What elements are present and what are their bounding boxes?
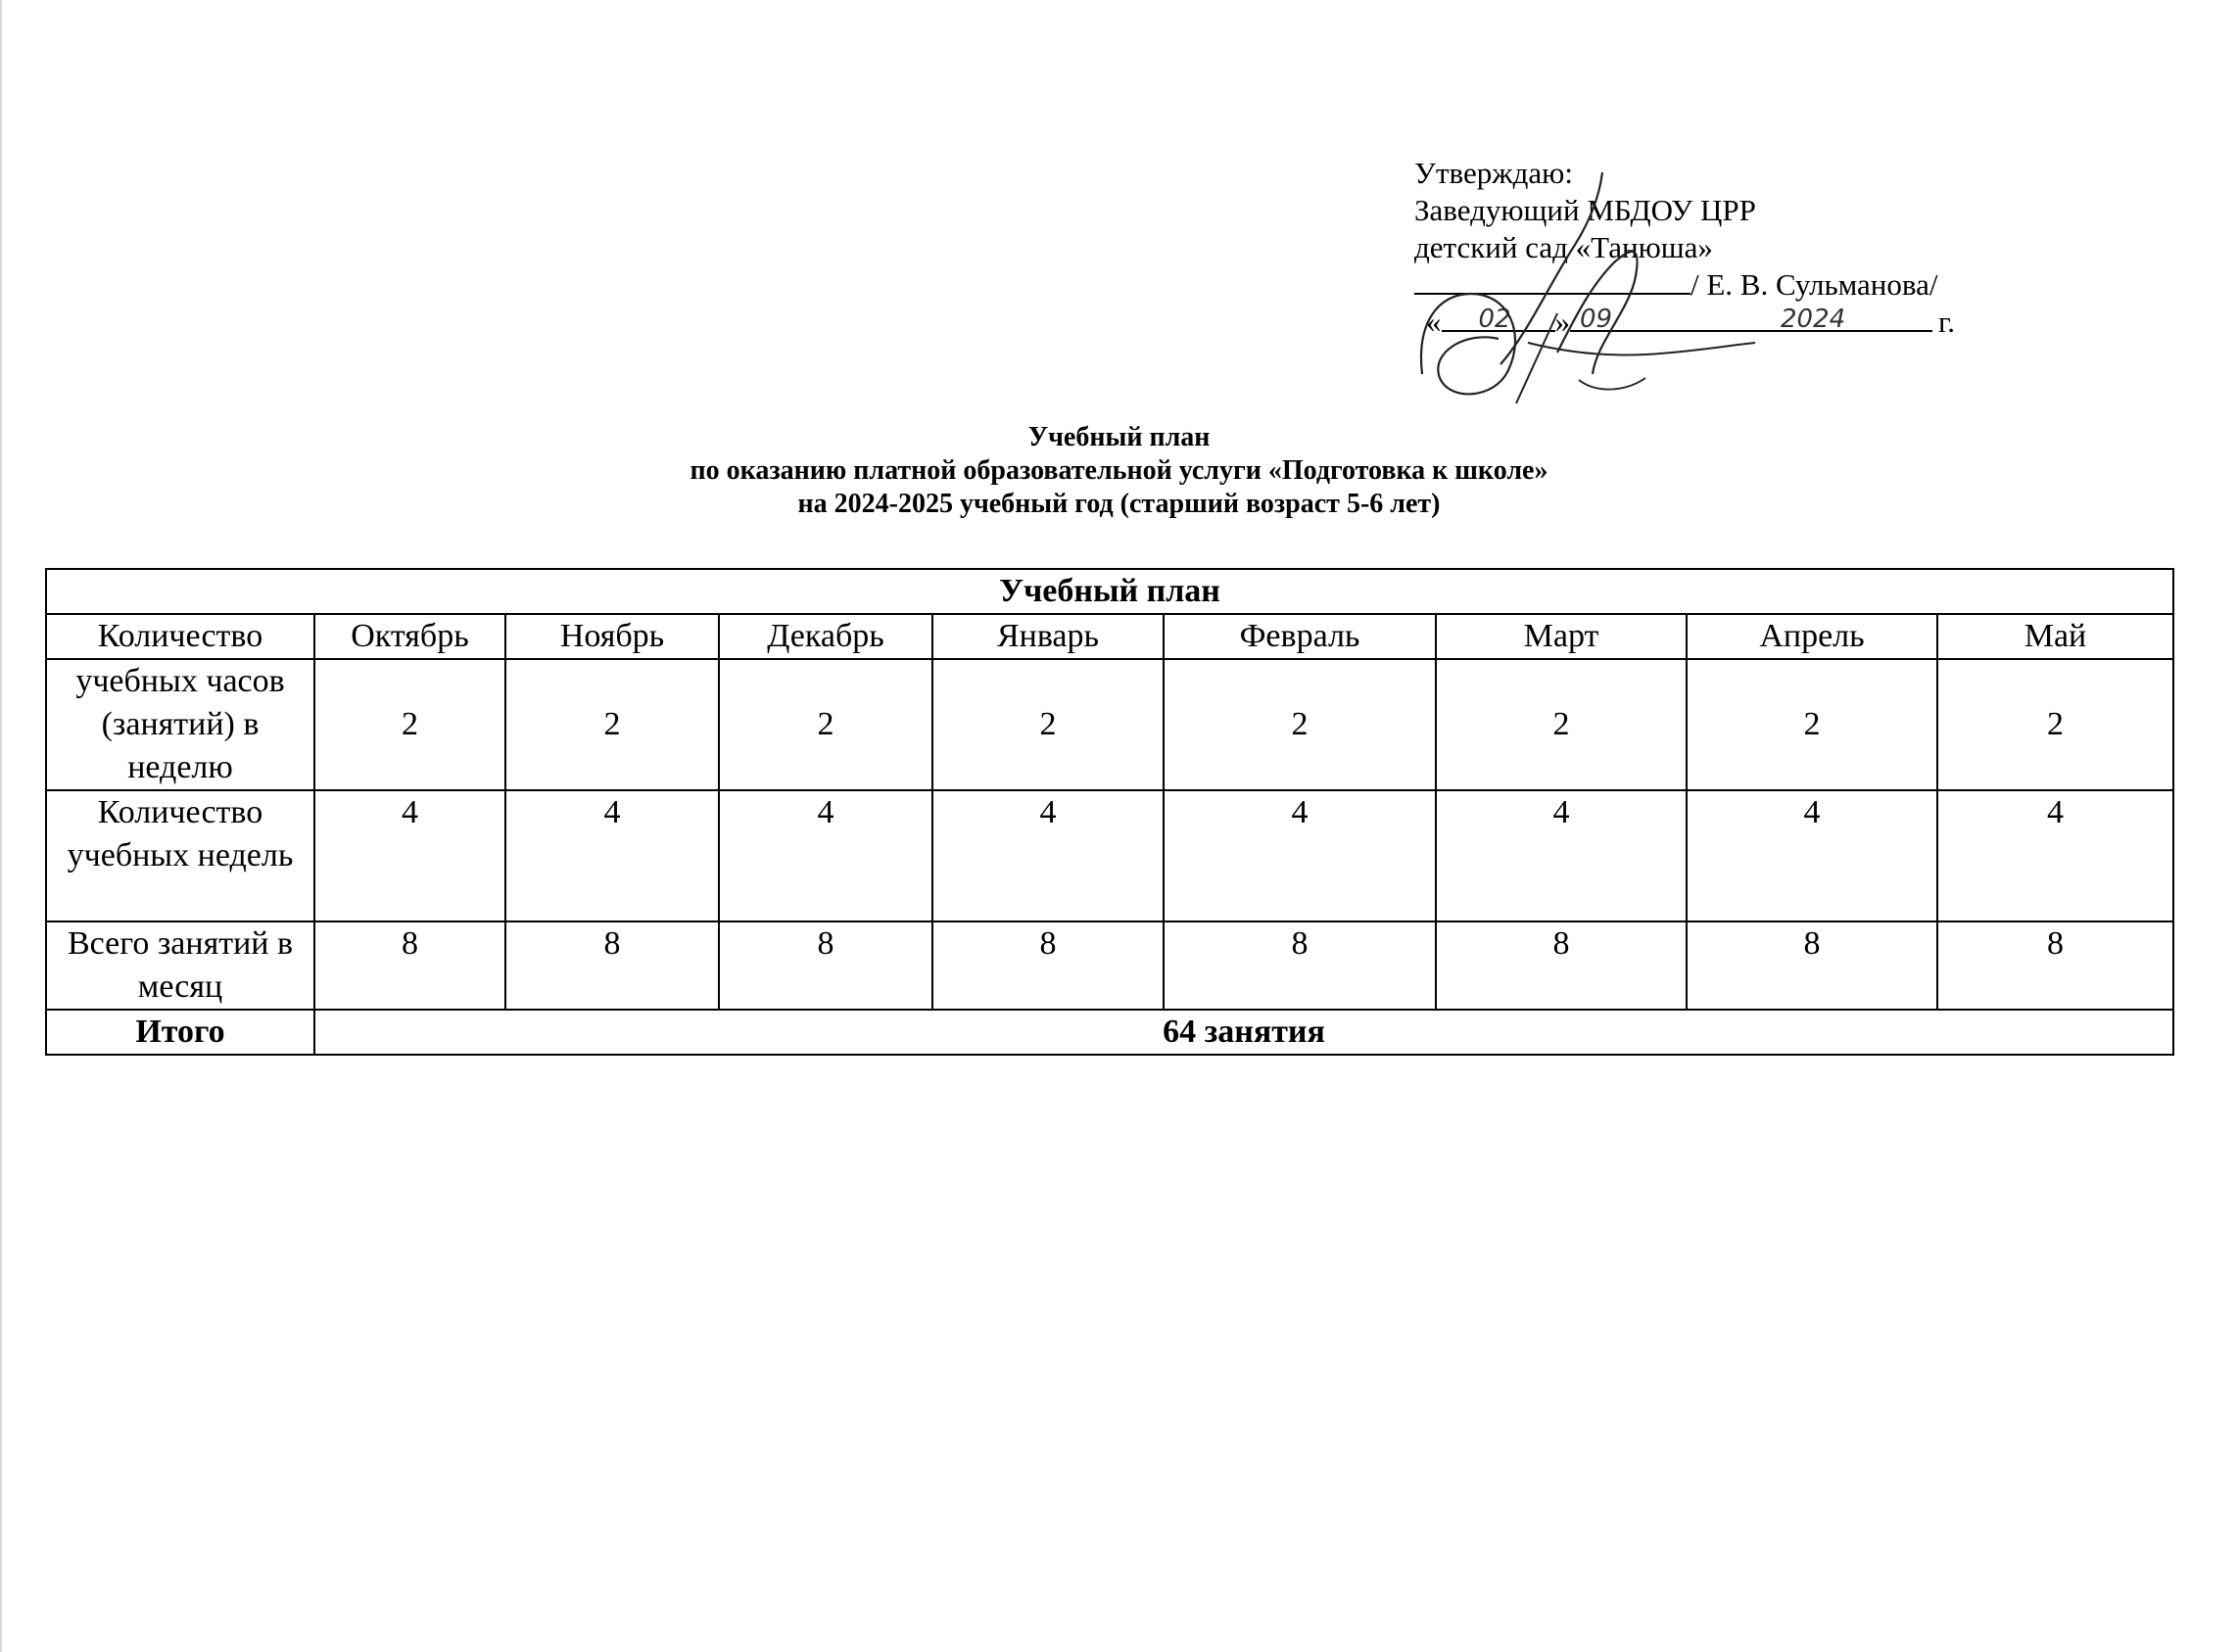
cell-value: 2 [1687,659,1937,790]
cell-value: 2 [1164,659,1436,790]
row-label: учебных часов (занятий) в неделю [46,659,314,790]
cell-value: 8 [505,921,719,1010]
month-header: Ноябрь [505,614,719,659]
header-label-cell: Количество [46,614,314,659]
month-header: Январь [932,614,1164,659]
cell-value: 8 [1436,921,1687,1010]
month-header: Декабрь [719,614,932,659]
approval-signature-line [1414,266,2002,304]
approval-signatory: / Е. В. Сульманова/ [1690,267,1938,302]
cell-value: 8 [932,921,1164,1010]
date-year: 2024 [1781,305,1846,334]
cell-value: 4 [719,790,932,921]
table-header-row [46,614,2173,659]
date-month-year-blank [1570,305,1932,332]
document-heading [0,421,2238,521]
cell-value: 4 [314,790,505,921]
cell-value: 4 [932,790,1164,921]
cell-value: 4 [505,790,719,921]
approval-position: Заведующий МБДОУ ЦРР [1414,193,1756,227]
cell-value: 2 [1937,659,2173,790]
heading-period: на 2024-2025 учебный год (старший возраст 5-6 лет) [797,489,1441,519]
cell-value: 4 [1436,790,1687,921]
cell-value: 8 [1164,921,1436,1010]
date-suffix: г. [1938,305,1955,339]
approval-title: Утверждаю: [1414,156,1573,190]
month-header: Февраль [1164,614,1436,659]
cell-value: 4 [1937,790,2173,921]
month-header: Октябрь [314,614,505,659]
total-value: 64 занятия [314,1010,2173,1055]
cell-value: 8 [1937,921,2173,1010]
table-row [46,921,2173,1010]
cell-value: 8 [719,921,932,1010]
date-day: 02 [1478,305,1511,334]
cell-value: 2 [719,659,932,790]
cell-value: 2 [1436,659,1687,790]
cell-value: 4 [1164,790,1436,921]
date-day-blank [1442,305,1555,332]
curriculum-table [45,568,2174,1056]
cell-value: 4 [1687,790,1937,921]
table-title-row [46,569,2173,614]
date-close-quote: » [1554,305,1570,339]
heading-title: Учебный план [1027,422,1211,452]
cell-value: 8 [1687,921,1937,1010]
approval-block [1414,155,2002,341]
cell-value: 2 [314,659,505,790]
table-row [46,659,2173,790]
cell-value: 2 [505,659,719,790]
table-total-row [46,1010,2173,1055]
cell-value: 8 [314,921,505,1010]
month-header: Март [1436,614,1687,659]
signature-blank [1414,267,1690,295]
row-label: Всего занятий в месяц [46,921,314,1010]
date-open-quote: « [1426,305,1442,339]
total-label: Итого [46,1010,314,1055]
cell-value: 2 [932,659,1164,790]
approval-organization: детский сад «Танюша» [1414,230,1713,264]
month-header: Май [1937,614,2173,659]
month-header: Апрель [1687,614,1937,659]
date-month: 09 [1580,305,1613,334]
table-title: Учебный план [46,569,2173,614]
heading-subtitle: по оказанию платной образовательной услуги «Подготовка к школе» [690,455,1548,486]
table-row [46,790,2173,921]
approval-date-line [1414,304,2002,341]
row-label: Количество учебных недель [46,790,314,921]
